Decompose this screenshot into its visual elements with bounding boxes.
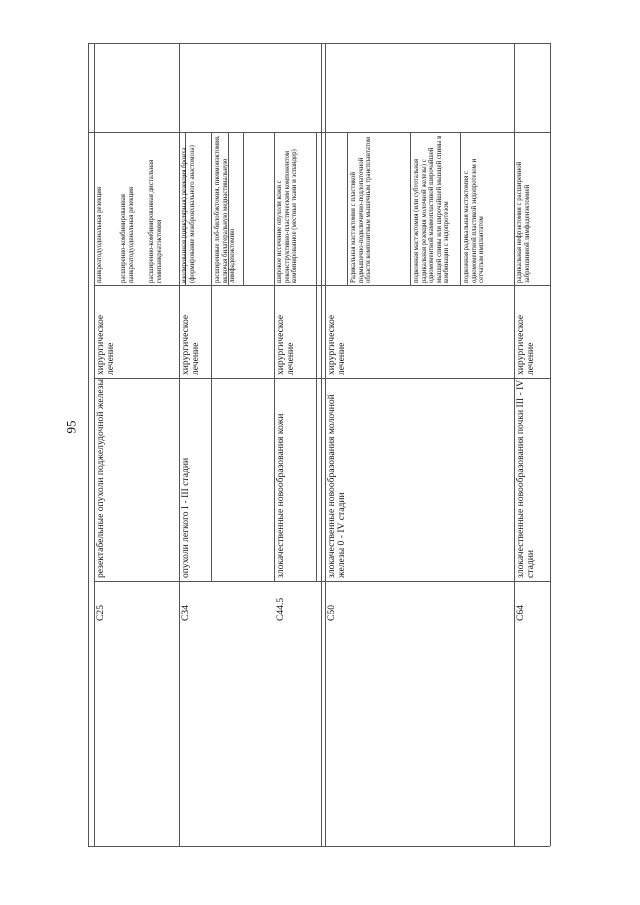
row-c25-method-1: панкреатодуоденальная резекция <box>96 187 103 283</box>
row-c25-code: C25 <box>95 605 106 621</box>
row-c34-code: C34 <box>180 605 191 621</box>
row-c445-diagnosis: злокачественные новообразования кожи <box>275 413 286 578</box>
row-c445-code: C44.5 <box>275 597 286 621</box>
row-c25-method-2: расширенно-комбинированная панкреатодуоденальная резекция <box>120 187 135 283</box>
row-c34-method-1: изолированная (циркулярная) резекция бронха (формирование межбронхиального анастомоза) <box>181 145 196 283</box>
row-c64-diagnosis: злокачественные новообразования почки III - IV стадии <box>515 379 537 578</box>
rotated-table <box>88 43 550 846</box>
row-c445-method-1: широкое иссечение опухоли кожи с реконструктивно-пластическим компонентом комбинированное (местные ткани и эспандер) <box>276 149 299 283</box>
row-c34-treatment: хирургическое лечение <box>180 314 202 375</box>
row-c25-treatment: хирургическое лечение <box>95 314 117 375</box>
row-c445-treatment: хирургическое лечение <box>275 314 297 375</box>
page-number: 95 <box>63 420 78 434</box>
row-c34-diagnosis: опухоли легкого I - III стадии <box>180 457 191 578</box>
row-c50-code: C50 <box>326 605 337 621</box>
row-c50-treatment: хирургическое лечение <box>326 314 348 375</box>
row-c50-diagnosis: злокачественные новообразования молочной железы 0 - IV стадии <box>326 394 348 578</box>
row-c64-code: C64 <box>515 605 526 621</box>
row-c25-diagnosis: резектабельные опухоли поджелудочной железы <box>95 378 106 578</box>
row-c34-method-2: расширенные лоб-билобэктомия, пневмонэктомия, включая билатеральную медиастинальную лимфаденэктомию <box>214 135 237 283</box>
row-c50-method-1: Радикальная мастэктомия с пластикой подмышечно-подключично-подлопаточной области композитным мышечным трансплантатом <box>350 136 373 283</box>
row-c50-method-2: подкожная мастэктомия (или субтотальная радикальная резекция молочной железы) с одномоментной маммопластикой широчайшей мышцей спины или широчайшей мышцей спины в комбинации с эндопротезом <box>413 135 451 283</box>
row-c64-treatment: хирургическое лечение <box>515 314 537 375</box>
row-c25-method-3: расширенно-комбинированная дистальная гемипанкреатэктомия <box>148 159 163 283</box>
row-c50-method-3: подкожная радикальная мастэктомия с одномоментной пластикой эндопротезом и сетчатым имплантатом <box>463 158 486 283</box>
row-c64-method-1: радикальная нефрэктомия с расширенной забрюшинной лимфаденэктомией <box>516 161 531 283</box>
